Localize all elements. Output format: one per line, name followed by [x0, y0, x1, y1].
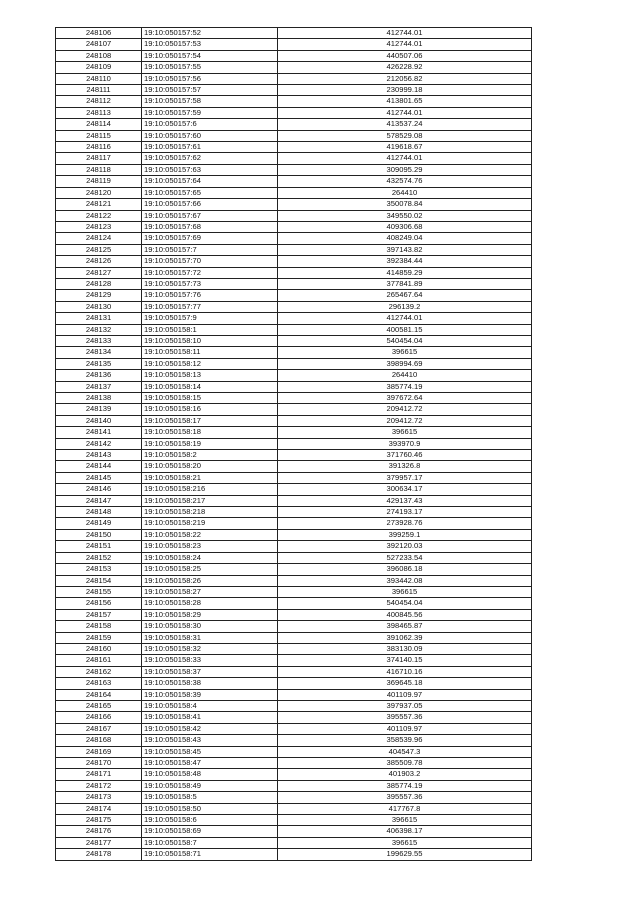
cadastral-value-table: [55, 27, 532, 861]
value-cell: 401903.2: [278, 769, 532, 780]
cadastral-number-cell: 19:10:050158:11: [142, 347, 278, 358]
value-cell: 209412.72: [278, 404, 532, 415]
value-cell: 358539.96: [278, 735, 532, 746]
cadastral-number-cell: 19:10:050157:56: [142, 73, 278, 84]
table-row: [56, 324, 532, 335]
row-number-cell: 248171: [56, 769, 142, 780]
table-row: [56, 769, 532, 780]
value-cell: 264410: [278, 370, 532, 381]
table-row: [56, 758, 532, 769]
cadastral-number-cell: 19:10:050158:21: [142, 472, 278, 483]
cadastral-number-cell: 19:10:050158:39: [142, 689, 278, 700]
value-cell: 412744.01: [278, 107, 532, 118]
row-number-cell: 248138: [56, 393, 142, 404]
value-cell: 392384.44: [278, 256, 532, 267]
cadastral-number-cell: 19:10:050158:1: [142, 324, 278, 335]
table-row: [56, 484, 532, 495]
row-number-cell: 248117: [56, 153, 142, 164]
value-cell: 349550.02: [278, 210, 532, 221]
value-cell: 426228.92: [278, 62, 532, 73]
value-cell: 397672.64: [278, 393, 532, 404]
table-row: [56, 609, 532, 620]
value-cell: 401109.97: [278, 689, 532, 700]
row-number-cell: 248130: [56, 301, 142, 312]
value-cell: 395557.36: [278, 792, 532, 803]
table-row: [56, 678, 532, 689]
row-number-cell: 248114: [56, 119, 142, 130]
value-cell: 385774.19: [278, 381, 532, 392]
table-row: [56, 358, 532, 369]
row-number-cell: 248174: [56, 803, 142, 814]
row-number-cell: 248176: [56, 826, 142, 837]
table-row: [56, 313, 532, 324]
cadastral-number-cell: 19:10:050157:52: [142, 28, 278, 39]
value-cell: 400845.56: [278, 609, 532, 620]
cadastral-number-cell: 19:10:050158:218: [142, 507, 278, 518]
cadastral-number-cell: 19:10:050158:5: [142, 792, 278, 803]
cadastral-number-cell: 19:10:050158:49: [142, 780, 278, 791]
cadastral-number-cell: 19:10:050158:18: [142, 427, 278, 438]
cadastral-number-cell: 19:10:050157:58: [142, 96, 278, 107]
cadastral-number-cell: 19:10:050158:216: [142, 484, 278, 495]
cadastral-number-cell: 19:10:050158:6: [142, 815, 278, 826]
row-number-cell: 248161: [56, 655, 142, 666]
value-cell: 412744.01: [278, 313, 532, 324]
value-cell: 440507.06: [278, 50, 532, 61]
row-number-cell: 248118: [56, 164, 142, 175]
row-number-cell: 248151: [56, 541, 142, 552]
row-number-cell: 248119: [56, 176, 142, 187]
value-cell: 404547.3: [278, 746, 532, 757]
table-row: [56, 438, 532, 449]
value-cell: 385509.78: [278, 758, 532, 769]
cadastral-number-cell: 19:10:050157:54: [142, 50, 278, 61]
cadastral-number-cell: 19:10:050158:16: [142, 404, 278, 415]
table-row: [56, 50, 532, 61]
table-row: [56, 643, 532, 654]
value-cell: 398465.87: [278, 621, 532, 632]
table-row: [56, 119, 532, 130]
cadastral-number-cell: 19:10:050157:59: [142, 107, 278, 118]
cadastral-number-cell: 19:10:050158:47: [142, 758, 278, 769]
row-number-cell: 248108: [56, 50, 142, 61]
row-number-cell: 248121: [56, 199, 142, 210]
cadastral-number-cell: 19:10:050158:12: [142, 358, 278, 369]
cadastral-number-cell: 19:10:050158:69: [142, 826, 278, 837]
table-row: [56, 735, 532, 746]
value-cell: 300634.17: [278, 484, 532, 495]
value-cell: 265467.64: [278, 290, 532, 301]
cadastral-number-cell: 19:10:050158:24: [142, 552, 278, 563]
row-number-cell: 248144: [56, 461, 142, 472]
cadastral-number-cell: 19:10:050158:28: [142, 598, 278, 609]
table-row: [56, 176, 532, 187]
value-cell: 540454.04: [278, 598, 532, 609]
cadastral-number-cell: 19:10:050157:63: [142, 164, 278, 175]
row-number-cell: 248137: [56, 381, 142, 392]
cadastral-number-cell: 19:10:050157:61: [142, 142, 278, 153]
cadastral-number-cell: 19:10:050158:4: [142, 700, 278, 711]
value-cell: 371760.46: [278, 450, 532, 461]
cadastral-number-cell: 19:10:050158:14: [142, 381, 278, 392]
row-number-cell: 248124: [56, 233, 142, 244]
cadastral-number-cell: 19:10:050158:217: [142, 495, 278, 506]
table-row: [56, 107, 532, 118]
value-cell: 396615: [278, 586, 532, 597]
table-row: [56, 267, 532, 278]
table-row: [56, 541, 532, 552]
table-row: [56, 39, 532, 50]
value-cell: 527233.54: [278, 552, 532, 563]
row-number-cell: 248166: [56, 712, 142, 723]
table-row: [56, 472, 532, 483]
value-cell: 399259.1: [278, 529, 532, 540]
cadastral-number-cell: 19:10:050158:27: [142, 586, 278, 597]
table-row: [56, 586, 532, 597]
table-row: [56, 826, 532, 837]
cadastral-number-cell: 19:10:050158:219: [142, 518, 278, 529]
table-row: [56, 199, 532, 210]
table-row: [56, 73, 532, 84]
cadastral-number-cell: 19:10:050157:66: [142, 199, 278, 210]
cadastral-number-cell: 19:10:050157:67: [142, 210, 278, 221]
row-number-cell: 248113: [56, 107, 142, 118]
value-cell: 401109.97: [278, 723, 532, 734]
table-row: [56, 632, 532, 643]
row-number-cell: 248167: [56, 723, 142, 734]
table-row: [56, 621, 532, 632]
cadastral-number-cell: 19:10:050157:77: [142, 301, 278, 312]
value-cell: 377841.89: [278, 278, 532, 289]
value-cell: 398994.69: [278, 358, 532, 369]
cadastral-number-cell: 19:10:050157:62: [142, 153, 278, 164]
value-cell: 397143.82: [278, 244, 532, 255]
table-row: [56, 518, 532, 529]
cadastral-number-cell: 19:10:050158:25: [142, 564, 278, 575]
value-cell: 396615: [278, 837, 532, 848]
cadastral-number-cell: 19:10:050157:60: [142, 130, 278, 141]
cadastral-number-cell: 19:10:050158:45: [142, 746, 278, 757]
cadastral-number-cell: 19:10:050158:17: [142, 415, 278, 426]
value-cell: 396615: [278, 347, 532, 358]
value-cell: 396086.18: [278, 564, 532, 575]
table-row: [56, 598, 532, 609]
value-cell: 413537.24: [278, 119, 532, 130]
value-cell: 391326.8: [278, 461, 532, 472]
row-number-cell: 248127: [56, 267, 142, 278]
value-cell: 408249.04: [278, 233, 532, 244]
table-row: [56, 529, 532, 540]
value-cell: 393442.08: [278, 575, 532, 586]
table-row: [56, 96, 532, 107]
row-number-cell: 248134: [56, 347, 142, 358]
cadastral-number-cell: 19:10:050158:37: [142, 666, 278, 677]
row-number-cell: 248140: [56, 415, 142, 426]
cadastral-number-cell: 19:10:050157:68: [142, 221, 278, 232]
row-number-cell: 248110: [56, 73, 142, 84]
cadastral-number-cell: 19:10:050157:64: [142, 176, 278, 187]
value-cell: 412744.01: [278, 39, 532, 50]
value-cell: 393970.9: [278, 438, 532, 449]
table-row: [56, 450, 532, 461]
value-cell: 385774.19: [278, 780, 532, 791]
cadastral-number-cell: 19:10:050158:32: [142, 643, 278, 654]
value-cell: 412744.01: [278, 153, 532, 164]
row-number-cell: 248109: [56, 62, 142, 73]
row-number-cell: 248123: [56, 221, 142, 232]
cadastral-number-cell: 19:10:050157:6: [142, 119, 278, 130]
cadastral-number-cell: 19:10:050157:73: [142, 278, 278, 289]
value-cell: 409306.68: [278, 221, 532, 232]
table-row: [56, 347, 532, 358]
table-row: [56, 221, 532, 232]
table-row: [56, 301, 532, 312]
cadastral-number-cell: 19:10:050157:57: [142, 85, 278, 96]
table-row: [56, 256, 532, 267]
row-number-cell: 248141: [56, 427, 142, 438]
value-cell: 199629.55: [278, 849, 532, 860]
table-row: [56, 233, 532, 244]
cadastral-number-cell: 19:10:050157:7: [142, 244, 278, 255]
row-number-cell: 248154: [56, 575, 142, 586]
value-cell: 419618.67: [278, 142, 532, 153]
cadastral-number-cell: 19:10:050157:70: [142, 256, 278, 267]
value-cell: 396615: [278, 815, 532, 826]
cadastral-number-cell: 19:10:050158:7: [142, 837, 278, 848]
cadastral-number-cell: 19:10:050158:20: [142, 461, 278, 472]
row-number-cell: 248156: [56, 598, 142, 609]
table-row: [56, 552, 532, 563]
table-row: [56, 700, 532, 711]
table-row: [56, 244, 532, 255]
value-cell: 369645.18: [278, 678, 532, 689]
row-number-cell: 248159: [56, 632, 142, 643]
table-row: [56, 28, 532, 39]
table-row: [56, 187, 532, 198]
cadastral-number-cell: 19:10:050158:19: [142, 438, 278, 449]
cadastral-number-cell: 19:10:050157:53: [142, 39, 278, 50]
value-cell: 274193.17: [278, 507, 532, 518]
table-row: [56, 666, 532, 677]
value-cell: 374140.15: [278, 655, 532, 666]
cadastral-number-cell: 19:10:050157:69: [142, 233, 278, 244]
table-row: [56, 142, 532, 153]
row-number-cell: 248172: [56, 780, 142, 791]
cadastral-number-cell: 19:10:050158:22: [142, 529, 278, 540]
cadastral-number-cell: 19:10:050158:48: [142, 769, 278, 780]
table-row: [56, 153, 532, 164]
row-number-cell: 248136: [56, 370, 142, 381]
row-number-cell: 248128: [56, 278, 142, 289]
table-row: [56, 278, 532, 289]
row-number-cell: 248168: [56, 735, 142, 746]
value-cell: 264410: [278, 187, 532, 198]
row-number-cell: 248107: [56, 39, 142, 50]
value-cell: 395557.36: [278, 712, 532, 723]
table-row: [56, 689, 532, 700]
row-number-cell: 248122: [56, 210, 142, 221]
table-row: [56, 564, 532, 575]
cadastral-number-cell: 19:10:050157:55: [142, 62, 278, 73]
row-number-cell: 248133: [56, 335, 142, 346]
row-number-cell: 248164: [56, 689, 142, 700]
table-row: [56, 427, 532, 438]
cadastral-number-cell: 19:10:050158:31: [142, 632, 278, 643]
table-row: [56, 655, 532, 666]
row-number-cell: 248135: [56, 358, 142, 369]
value-cell: 412744.01: [278, 28, 532, 39]
row-number-cell: 248149: [56, 518, 142, 529]
table-row: [56, 849, 532, 860]
table-row: [56, 803, 532, 814]
row-number-cell: 248170: [56, 758, 142, 769]
cadastral-number-cell: 19:10:050157:76: [142, 290, 278, 301]
cadastral-number-cell: 19:10:050158:23: [142, 541, 278, 552]
row-number-cell: 248125: [56, 244, 142, 255]
table-row: [56, 62, 532, 73]
table-row: [56, 404, 532, 415]
row-number-cell: 248158: [56, 621, 142, 632]
row-number-cell: 248153: [56, 564, 142, 575]
table-row: [56, 837, 532, 848]
value-cell: 379957.17: [278, 472, 532, 483]
row-number-cell: 248120: [56, 187, 142, 198]
table-row: [56, 415, 532, 426]
cadastral-number-cell: 19:10:050158:33: [142, 655, 278, 666]
value-cell: 429137.43: [278, 495, 532, 506]
value-cell: 392120.03: [278, 541, 532, 552]
row-number-cell: 248147: [56, 495, 142, 506]
row-number-cell: 248160: [56, 643, 142, 654]
row-number-cell: 248155: [56, 586, 142, 597]
cadastral-number-cell: 19:10:050157:65: [142, 187, 278, 198]
cadastral-number-cell: 19:10:050157:72: [142, 267, 278, 278]
value-cell: 296139.2: [278, 301, 532, 312]
row-number-cell: 248162: [56, 666, 142, 677]
value-cell: 230999.18: [278, 85, 532, 96]
table-row: [56, 461, 532, 472]
value-cell: 212056.82: [278, 73, 532, 84]
table-row: [56, 780, 532, 791]
value-cell: 397937.05: [278, 700, 532, 711]
table-row: [56, 393, 532, 404]
row-number-cell: 248145: [56, 472, 142, 483]
table-row: [56, 507, 532, 518]
cadastral-number-cell: 19:10:050158:26: [142, 575, 278, 586]
row-number-cell: 248126: [56, 256, 142, 267]
table-row: [56, 85, 532, 96]
row-number-cell: 248163: [56, 678, 142, 689]
table-row: [56, 130, 532, 141]
row-number-cell: 248177: [56, 837, 142, 848]
value-cell: 406398.17: [278, 826, 532, 837]
row-number-cell: 248111: [56, 85, 142, 96]
table-row: [56, 210, 532, 221]
table-row: [56, 712, 532, 723]
value-cell: 578529.08: [278, 130, 532, 141]
row-number-cell: 248175: [56, 815, 142, 826]
row-number-cell: 248106: [56, 28, 142, 39]
table-row: [56, 370, 532, 381]
table-row: [56, 290, 532, 301]
cadastral-number-cell: 19:10:050158:29: [142, 609, 278, 620]
value-cell: 309095.29: [278, 164, 532, 175]
table-row: [56, 723, 532, 734]
value-cell: 396615: [278, 427, 532, 438]
row-number-cell: 248112: [56, 96, 142, 107]
row-number-cell: 248131: [56, 313, 142, 324]
value-cell: 413801.65: [278, 96, 532, 107]
cadastral-number-cell: 19:10:050158:41: [142, 712, 278, 723]
cadastral-number-cell: 19:10:050158:43: [142, 735, 278, 746]
table-row: [56, 746, 532, 757]
row-number-cell: 248148: [56, 507, 142, 518]
row-number-cell: 248152: [56, 552, 142, 563]
row-number-cell: 248139: [56, 404, 142, 415]
row-number-cell: 248157: [56, 609, 142, 620]
value-cell: 391062.39: [278, 632, 532, 643]
value-cell: 273928.76: [278, 518, 532, 529]
row-number-cell: 248142: [56, 438, 142, 449]
row-number-cell: 248143: [56, 450, 142, 461]
cadastral-number-cell: 19:10:050158:2: [142, 450, 278, 461]
value-cell: 209412.72: [278, 415, 532, 426]
row-number-cell: 248169: [56, 746, 142, 757]
table-row: [56, 575, 532, 586]
cadastral-number-cell: 19:10:050158:38: [142, 678, 278, 689]
value-cell: 416710.16: [278, 666, 532, 677]
value-cell: 540454.04: [278, 335, 532, 346]
row-number-cell: 248178: [56, 849, 142, 860]
row-number-cell: 248132: [56, 324, 142, 335]
value-cell: 400581.15: [278, 324, 532, 335]
value-cell: 383130.09: [278, 643, 532, 654]
table-row: [56, 381, 532, 392]
cadastral-number-cell: 19:10:050158:30: [142, 621, 278, 632]
value-cell: 350078.84: [278, 199, 532, 210]
table-body: [56, 28, 532, 861]
table-row: [56, 164, 532, 175]
value-cell: 417767.8: [278, 803, 532, 814]
cadastral-number-cell: 19:10:050158:50: [142, 803, 278, 814]
cadastral-number-cell: 19:10:050158:71: [142, 849, 278, 860]
cadastral-number-cell: 19:10:050158:42: [142, 723, 278, 734]
table-row: [56, 335, 532, 346]
cadastral-number-cell: 19:10:050158:15: [142, 393, 278, 404]
value-cell: 414859.29: [278, 267, 532, 278]
cadastral-number-cell: 19:10:050157:9: [142, 313, 278, 324]
row-number-cell: 248165: [56, 700, 142, 711]
table-row: [56, 815, 532, 826]
table-row: [56, 792, 532, 803]
cadastral-number-cell: 19:10:050158:10: [142, 335, 278, 346]
row-number-cell: 248146: [56, 484, 142, 495]
row-number-cell: 248173: [56, 792, 142, 803]
row-number-cell: 248115: [56, 130, 142, 141]
value-cell: 432574.76: [278, 176, 532, 187]
table-row: [56, 495, 532, 506]
row-number-cell: 248116: [56, 142, 142, 153]
row-number-cell: 248150: [56, 529, 142, 540]
row-number-cell: 248129: [56, 290, 142, 301]
cadastral-number-cell: 19:10:050158:13: [142, 370, 278, 381]
